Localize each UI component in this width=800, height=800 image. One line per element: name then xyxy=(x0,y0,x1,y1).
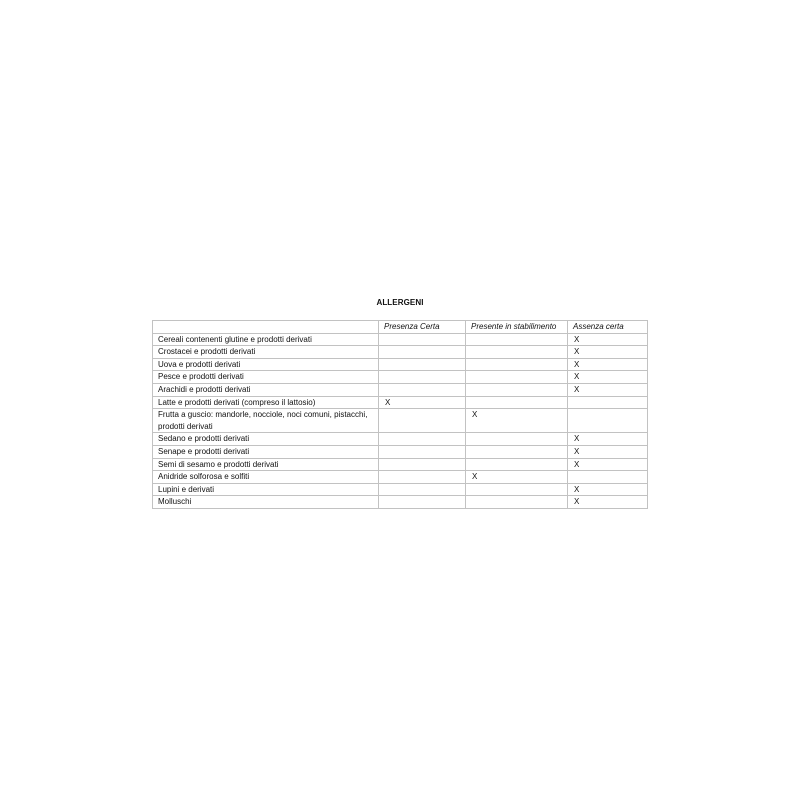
assenza-certa-cell: X xyxy=(568,358,648,371)
allergen-name: Crostacei e prodotti derivati xyxy=(153,346,379,359)
allergen-name: Pesce e prodotti derivati xyxy=(153,371,379,384)
presenza-certa-cell xyxy=(379,433,466,446)
presente-stabilimento-cell xyxy=(466,483,568,496)
allergen-name: Frutta a guscio: mandorle, nocciole, noci comuni, pistacchi, prodotti derivati xyxy=(153,409,379,433)
presenza-certa-cell xyxy=(379,496,466,509)
assenza-certa-cell: X xyxy=(568,458,648,471)
presenza-certa-cell xyxy=(379,358,466,371)
assenza-certa-cell: X xyxy=(568,383,648,396)
table-row xyxy=(153,433,648,446)
assenza-certa-cell: X xyxy=(568,433,648,446)
presenza-certa-cell xyxy=(379,383,466,396)
allergen-name: Arachidi e prodotti derivati xyxy=(153,383,379,396)
table-header-row xyxy=(153,321,648,334)
presente-stabilimento-cell: X xyxy=(466,409,568,433)
table-row xyxy=(153,333,648,346)
table-row xyxy=(153,346,648,359)
assenza-certa-cell xyxy=(568,409,648,433)
assenza-certa-cell xyxy=(568,471,648,484)
table-row xyxy=(153,383,648,396)
assenza-certa-cell: X xyxy=(568,371,648,384)
document-title: ALLERGENI xyxy=(376,298,424,307)
assenza-certa-cell: X xyxy=(568,496,648,509)
presenza-certa-cell xyxy=(379,371,466,384)
presenza-certa-cell: X xyxy=(379,396,466,409)
table-row xyxy=(153,371,648,384)
presenza-certa-cell xyxy=(379,483,466,496)
table-row xyxy=(153,409,648,433)
assenza-certa-cell: X xyxy=(568,333,648,346)
allergen-name: Anidride solforosa e solfiti xyxy=(153,471,379,484)
allergen-name: Cereali contenenti glutine e prodotti derivati xyxy=(153,333,379,346)
presente-stabilimento-cell xyxy=(466,358,568,371)
allergen-table xyxy=(152,320,648,509)
table-row xyxy=(153,358,648,371)
allergen-name: Molluschi xyxy=(153,496,379,509)
presenza-certa-cell xyxy=(379,409,466,433)
presenza-certa-cell xyxy=(379,445,466,458)
header-assenza-certa: Assenza certa xyxy=(568,321,648,334)
assenza-certa-cell: X xyxy=(568,445,648,458)
presente-stabilimento-cell xyxy=(466,433,568,446)
allergen-name: Latte e prodotti derivati (compreso il lattosio) xyxy=(153,396,379,409)
presente-stabilimento-cell xyxy=(466,496,568,509)
presente-stabilimento-cell xyxy=(466,445,568,458)
allergen-name: Semi di sesamo e prodotti derivati xyxy=(153,458,379,471)
allergen-name: Sedano e prodotti derivati xyxy=(153,433,379,446)
presente-stabilimento-cell xyxy=(466,383,568,396)
presente-stabilimento-cell xyxy=(466,346,568,359)
presente-stabilimento-cell xyxy=(466,396,568,409)
header-presenza-certa: Presenza Certa xyxy=(379,321,466,334)
allergen-name: Senape e prodotti derivati xyxy=(153,445,379,458)
header-allergen xyxy=(153,321,379,334)
table-row xyxy=(153,445,648,458)
presente-stabilimento-cell xyxy=(466,371,568,384)
assenza-certa-cell: X xyxy=(568,483,648,496)
presenza-certa-cell xyxy=(379,471,466,484)
presenza-certa-cell xyxy=(379,346,466,359)
assenza-certa-cell xyxy=(568,396,648,409)
presente-stabilimento-cell xyxy=(466,458,568,471)
table-row xyxy=(153,496,648,509)
allergen-name: Lupini e derivati xyxy=(153,483,379,496)
assenza-certa-cell: X xyxy=(568,346,648,359)
presente-stabilimento-cell: X xyxy=(466,471,568,484)
presenza-certa-cell xyxy=(379,333,466,346)
presenza-certa-cell xyxy=(379,458,466,471)
table-row xyxy=(153,483,648,496)
presente-stabilimento-cell xyxy=(466,333,568,346)
allergen-name: Uova e prodotti derivati xyxy=(153,358,379,371)
table-row xyxy=(153,458,648,471)
table-row xyxy=(153,396,648,409)
header-presente-stabilimento: Presente in stabilimento xyxy=(466,321,568,334)
table-row xyxy=(153,471,648,484)
